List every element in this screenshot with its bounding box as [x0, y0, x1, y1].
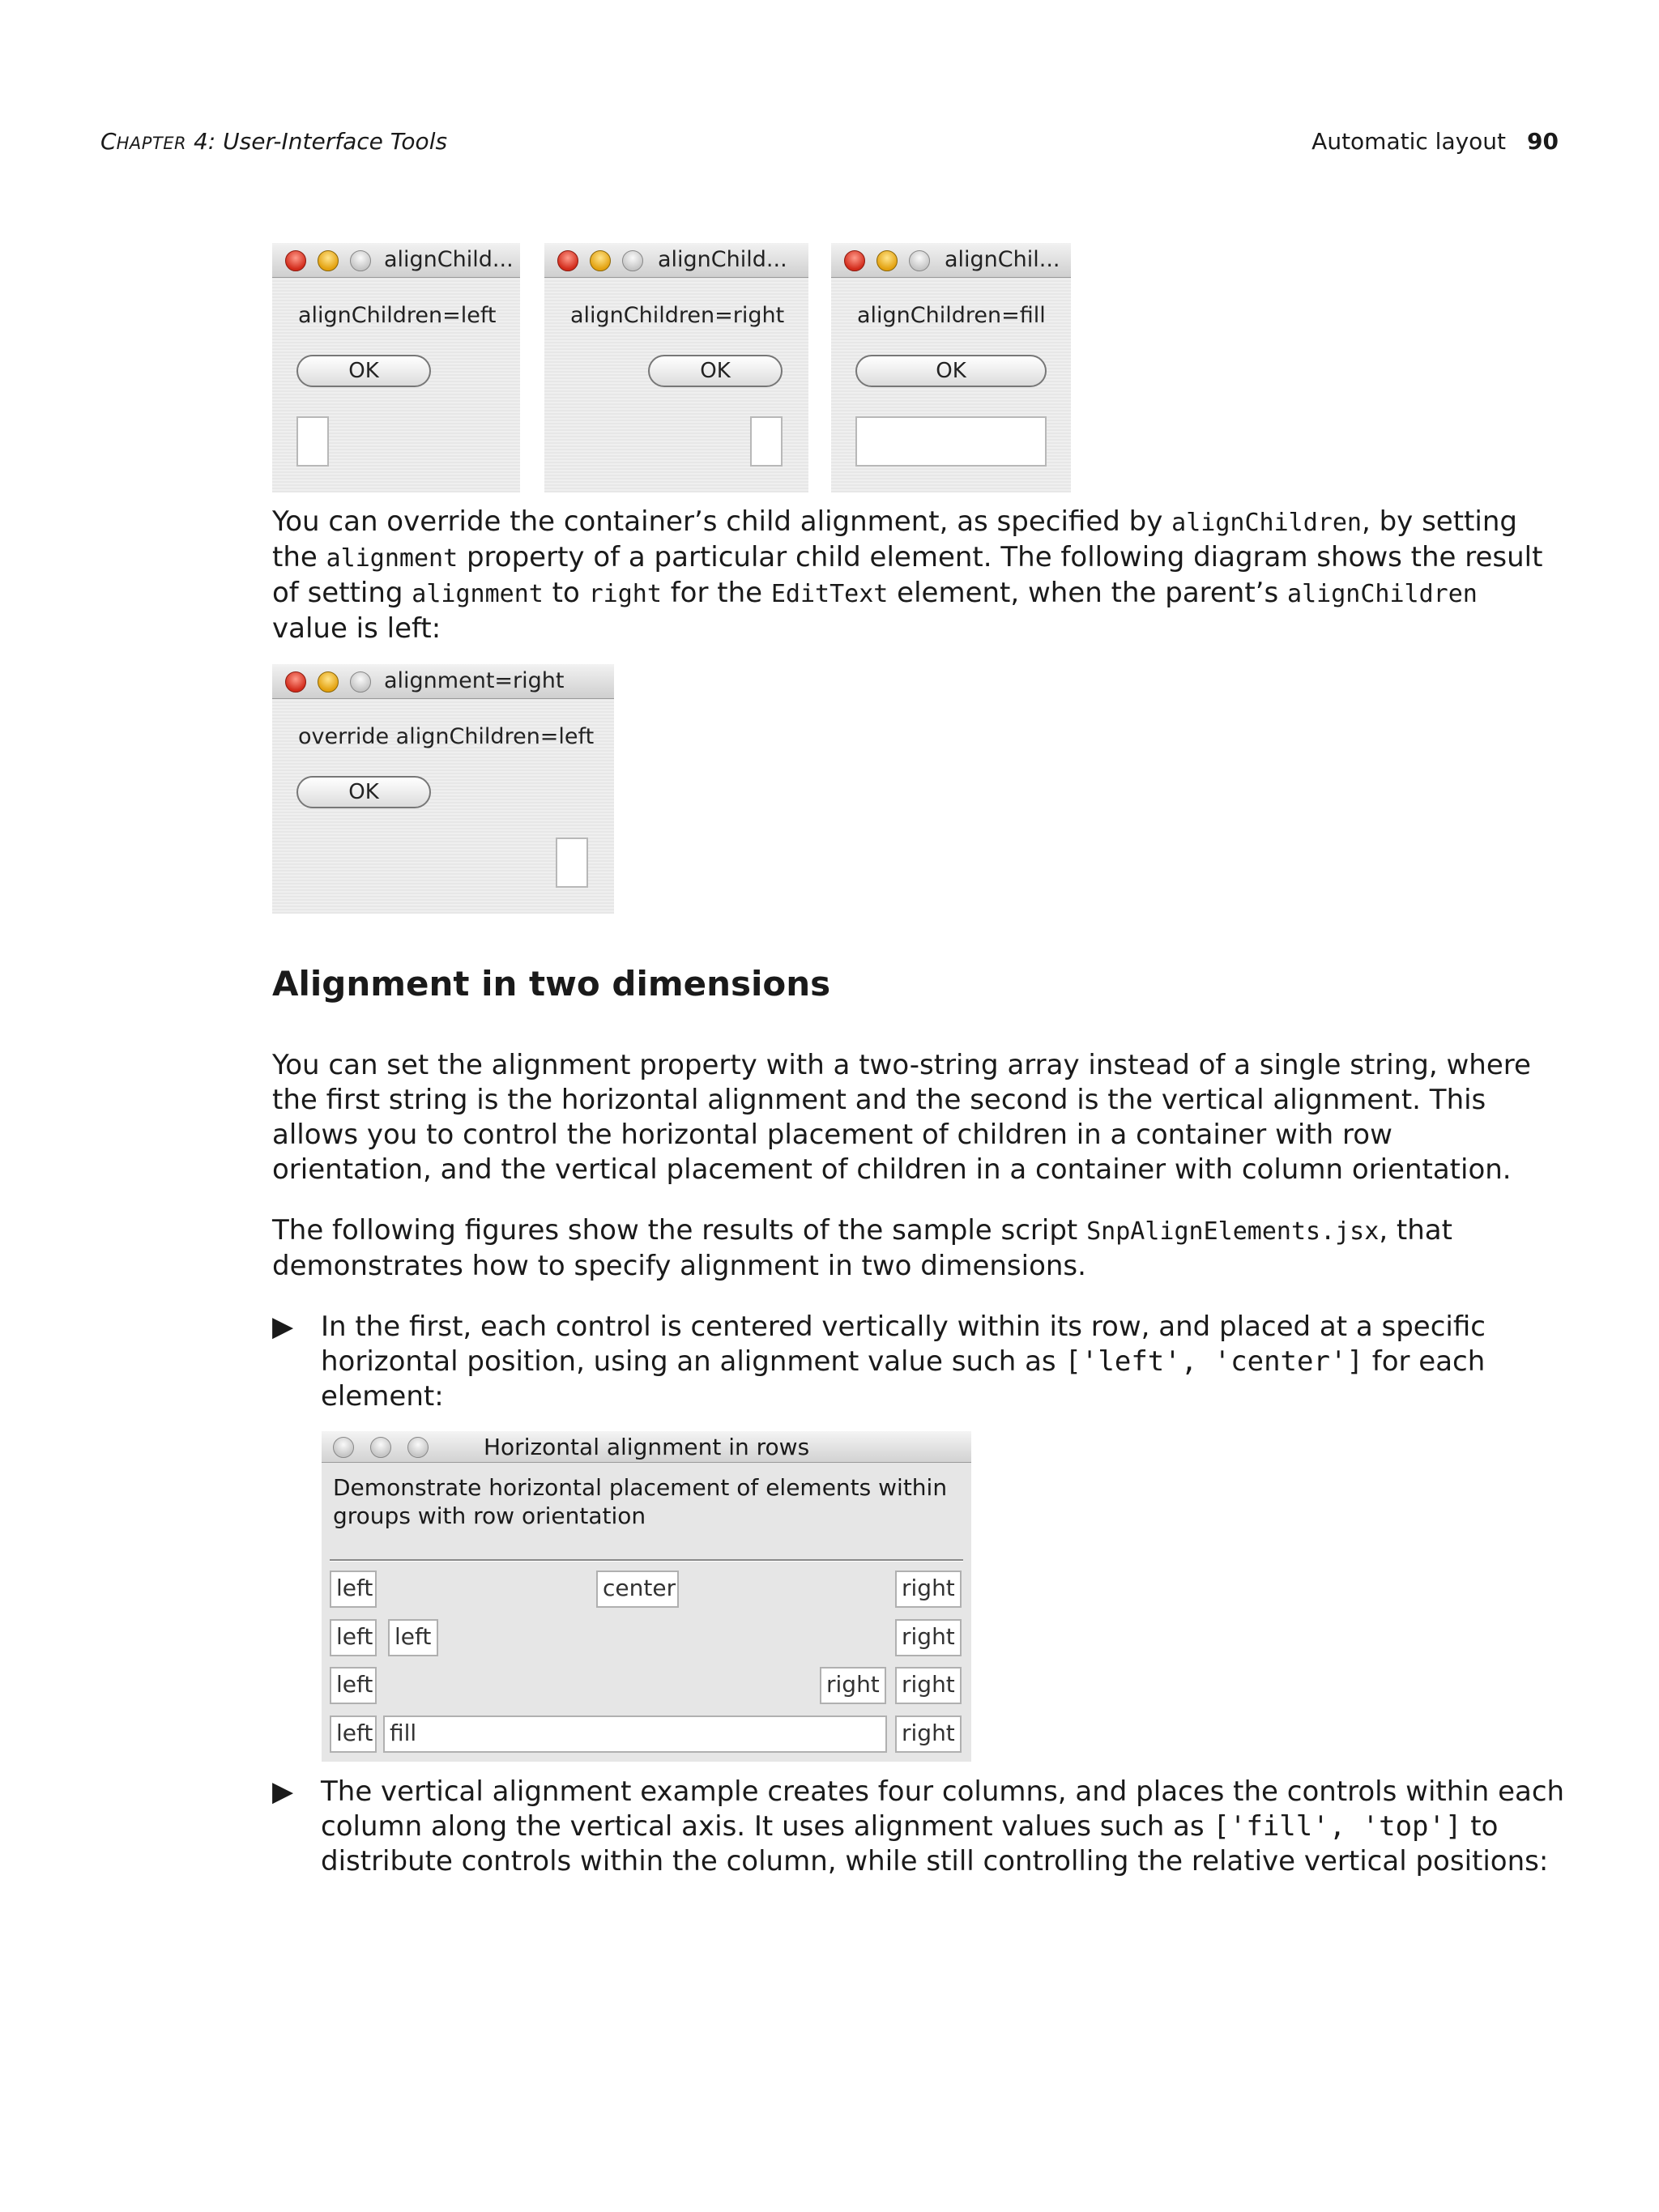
figure-window-align-fill	[831, 243, 1071, 492]
edit-text-field	[855, 416, 1047, 467]
zoom-button-icon	[407, 1437, 429, 1458]
window-title: Horizontal alignment in rows	[484, 1434, 810, 1460]
bullet-vertical-alignment: The vertical alignment example creates four columns, and places the controls within each column along the vertical axis. It uses alignment values such as ['fill', 'top'] to distribute controls within the column, while still controlling the relative vertical positions:	[321, 1775, 1565, 1877]
zoom-button-icon	[909, 250, 930, 271]
figure-window-align-left	[272, 243, 520, 492]
row2-right-field: right	[895, 1619, 962, 1656]
figure-window-alignment-right	[272, 664, 614, 914]
edit-text-field	[750, 416, 783, 467]
minimize-button-icon	[318, 250, 339, 271]
ok-button: OK	[855, 355, 1047, 387]
window-titlebar	[272, 243, 520, 278]
window-titlebar	[544, 243, 808, 278]
close-button-icon	[285, 250, 306, 271]
section-heading: Alignment in two dimensions	[272, 964, 831, 1004]
row4-fill-field: fill	[383, 1715, 887, 1753]
window-label: alignChildren=left	[298, 303, 497, 328]
row4-left-field: left	[330, 1715, 377, 1753]
window-label: override alignChildren=left	[298, 724, 595, 749]
window-label: alignChildren=fill	[857, 303, 1046, 328]
zoom-button-icon	[350, 250, 371, 271]
edit-text-field	[556, 837, 588, 888]
row1-center-field: center	[596, 1571, 679, 1608]
zoom-button-icon	[622, 250, 643, 271]
close-button-icon	[333, 1437, 354, 1458]
zoom-button-icon	[350, 671, 371, 693]
row4-right-field: right	[895, 1715, 962, 1753]
minimize-button-icon	[318, 671, 339, 693]
paragraph-sample-script: The following figures show the results of the sample script SnpAlignElements.jsx, that demonstrates how to specify alignment in two dimensions.	[272, 1214, 1452, 1282]
edit-text-field	[296, 416, 329, 467]
running-header-section	[1311, 128, 1559, 155]
bullet-horizontal-alignment: In the first, each control is centered vertically within its row, and placed at a specific horizontal position, using an alignment value such as ['left', 'center'] for each element:	[321, 1311, 1486, 1413]
row1-right-field: right	[895, 1571, 962, 1608]
figure-window-horizontal-alignment	[322, 1431, 971, 1762]
window-title: alignChild...	[658, 247, 787, 272]
separator	[330, 1559, 963, 1562]
paragraph-two-dimensions: You can set the alignment property with a two-string array instead of a single string, where the first string is the horizontal alignment and the second is the vertical alignment. This allows you to control the horizontal placement of children in a container with row orientation, and the vertical placement of children in a container with column orientation.	[272, 1049, 1531, 1186]
minimize-button-icon	[590, 250, 611, 271]
window-title: alignment=right	[384, 668, 565, 693]
window-description: Demonstrate horizontal placement of elements within groups with row orientation	[333, 1474, 948, 1529]
page-number: 90	[1527, 128, 1559, 155]
section-title: Automatic layout	[1311, 128, 1507, 155]
close-button-icon	[285, 671, 306, 693]
row1-left-field: left	[330, 1571, 377, 1608]
row3-right-field-2: right	[895, 1667, 962, 1704]
minimize-button-icon	[370, 1437, 391, 1458]
window-title: alignChild...	[384, 247, 514, 272]
minimize-button-icon	[876, 250, 898, 271]
running-header-chapter: CHAPTER 4: User-Interface Tools	[100, 128, 448, 155]
close-button-icon	[557, 250, 578, 271]
window-titlebar	[272, 664, 614, 699]
close-button-icon	[844, 250, 865, 271]
figure-window-align-right	[544, 243, 808, 492]
row2-left-field: left	[330, 1619, 377, 1656]
window-label: alignChildren=right	[570, 303, 785, 328]
window-titlebar	[831, 243, 1071, 278]
row3-left-field: left	[330, 1667, 377, 1704]
ok-button: OK	[296, 776, 431, 808]
bullet-arrow-icon: ▶	[272, 1311, 294, 1343]
row2-left-field-2: left	[388, 1619, 438, 1656]
ok-button: OK	[648, 355, 783, 387]
window-titlebar	[322, 1431, 971, 1463]
ok-button: OK	[296, 355, 431, 387]
row3-right-field: right	[820, 1667, 886, 1704]
window-title: alignChil...	[945, 247, 1060, 272]
bullet-arrow-icon: ▶	[272, 1775, 294, 1808]
paragraph-override-alignment: You can override the container’s child alignment, as specified by alignChildren, by setting the alignment property of a particular child element. The following diagram shows the result of setting alignment to right for the EditText element, when the parent’s alignChildren value is left:	[272, 505, 1543, 645]
